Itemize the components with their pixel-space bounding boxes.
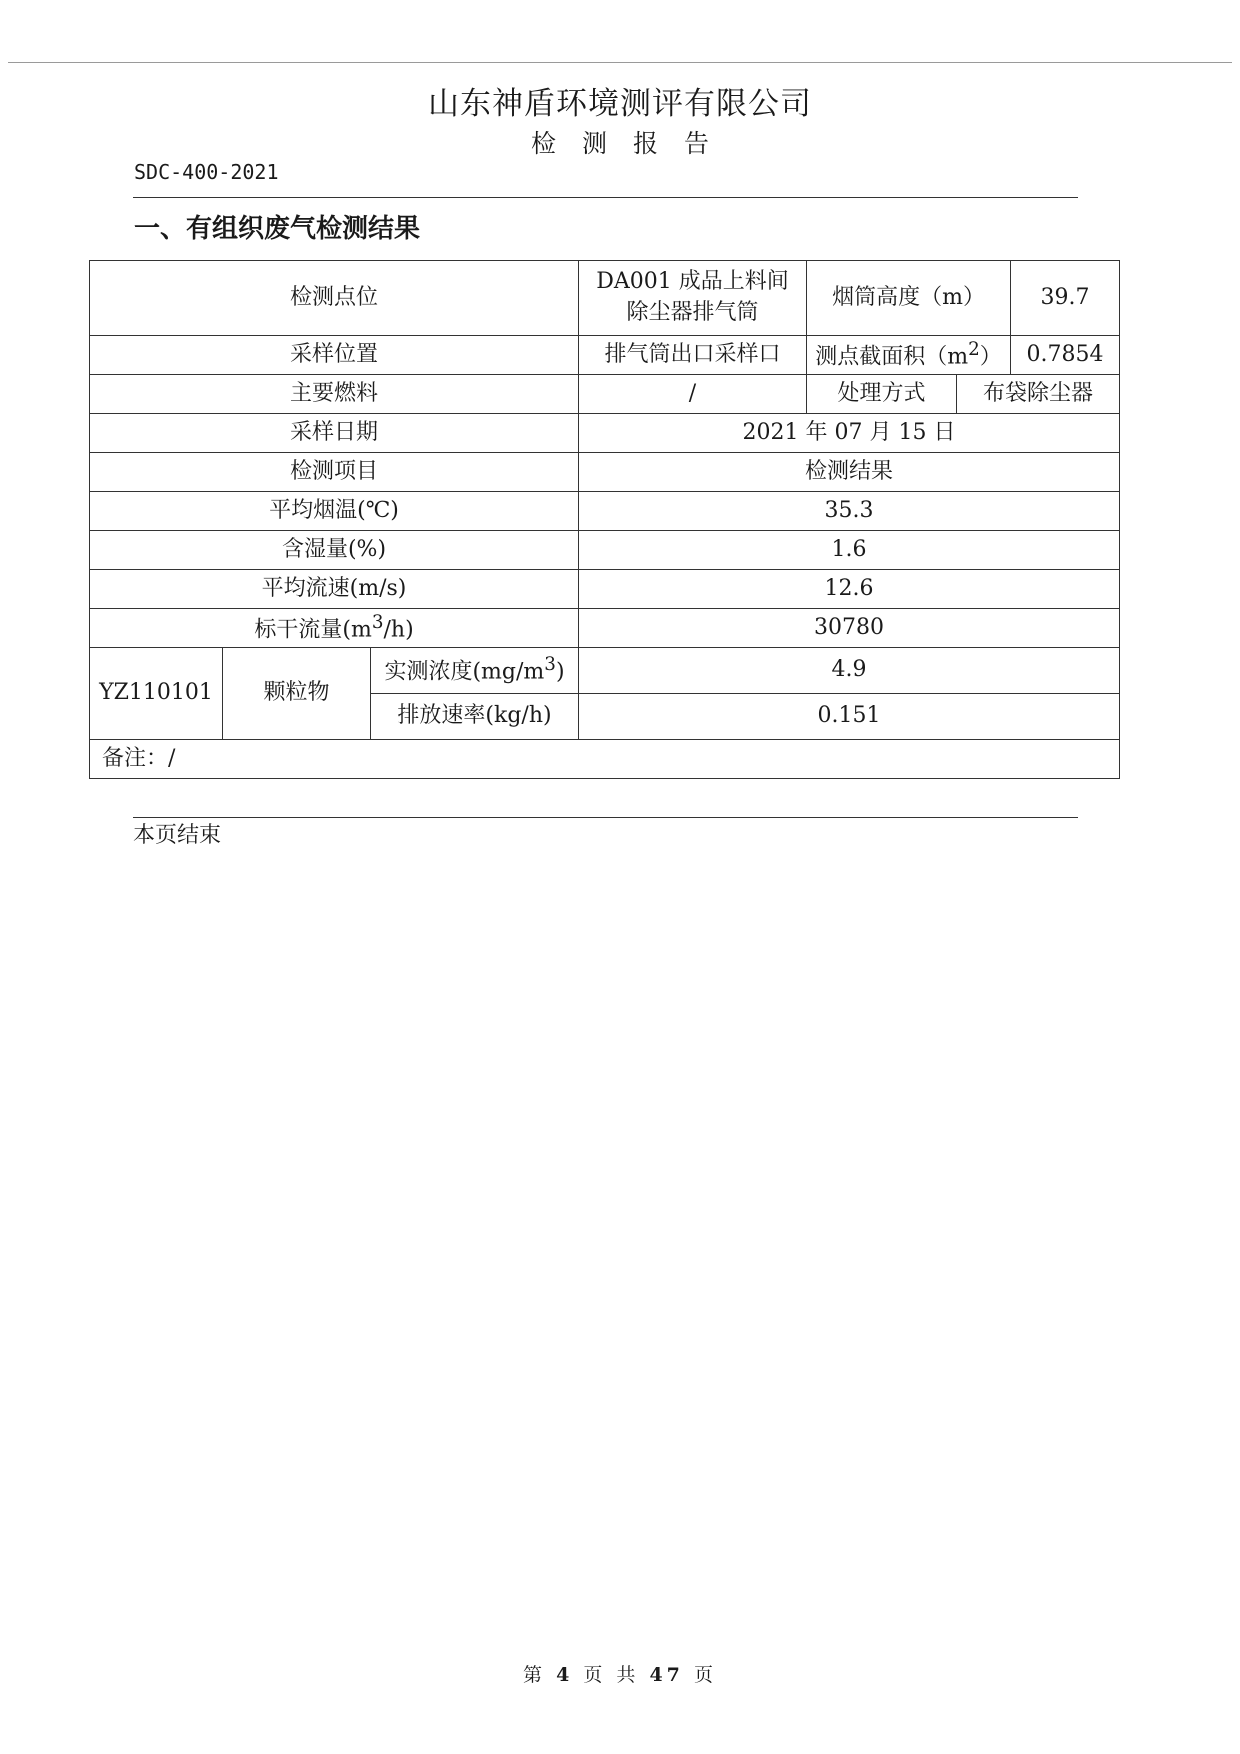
- rate-value: 0.151: [579, 694, 1120, 740]
- footer-suffix: 页: [693, 1664, 717, 1686]
- section-title: 一、有组织废气检测结果: [134, 214, 421, 244]
- header-rule: [133, 197, 1078, 198]
- area-label-sup: 2: [968, 338, 980, 360]
- footer-prefix: 第: [523, 1664, 547, 1686]
- area-label-text: 测点截面积（m: [815, 344, 969, 370]
- sampling-position-value: 排气筒出口采样口: [579, 336, 807, 375]
- flow-label-sup: 3: [371, 611, 384, 633]
- table-row: [90, 261, 1120, 336]
- area-label: [807, 336, 1011, 375]
- table-row: [90, 648, 1120, 694]
- page-footer: [0, 1660, 1240, 1687]
- stack-height-value: 39.7: [1011, 261, 1120, 336]
- conc-label-sup: 3: [544, 654, 556, 676]
- table-row: [90, 375, 1120, 414]
- table-row: [90, 609, 1120, 648]
- fuel-value: /: [579, 375, 807, 414]
- top-rule: [8, 62, 1232, 63]
- flow-label-end: /h): [383, 617, 414, 643]
- date-value: 2021 年 07 月 15 日: [579, 414, 1120, 453]
- sample-id: YZ110101: [90, 648, 223, 740]
- table-row: [90, 570, 1120, 609]
- point-value: [579, 261, 807, 336]
- conc-label-end: ): [555, 659, 565, 685]
- conc-label: [371, 648, 579, 694]
- fuel-label: 主要燃料: [90, 375, 579, 414]
- conc-label-text: 实测浓度(mg/m: [384, 659, 545, 685]
- humidity-label: 含湿量(%): [90, 531, 579, 570]
- table-row: [90, 453, 1120, 492]
- pollutant-name: 颗粒物: [223, 648, 371, 740]
- company-name: 山东神盾环境测评有限公司: [428, 86, 812, 122]
- treatment-label: 处理方式: [807, 375, 957, 414]
- conc-value: 4.9: [579, 648, 1120, 694]
- point-value-line1: DA001 成品上料间: [596, 269, 789, 295]
- result-header: 检测结果: [579, 453, 1120, 492]
- remarks: 备注：/: [90, 740, 1120, 779]
- page-end-text: 本页结束: [133, 823, 222, 848]
- document-number: SDC-400-2021: [134, 160, 279, 184]
- flow-value: 30780: [579, 609, 1120, 648]
- date-label: 采样日期: [90, 414, 579, 453]
- temp-label: 平均烟温(℃): [90, 492, 579, 531]
- footer-total-pages: 47: [649, 1664, 684, 1686]
- table-row: [90, 414, 1120, 453]
- area-value: 0.7854: [1011, 336, 1120, 375]
- area-label-end: ）: [979, 344, 1002, 370]
- table-row: [90, 740, 1120, 779]
- footer-middle: 页 共: [583, 1664, 640, 1686]
- temp-value: 35.3: [579, 492, 1120, 531]
- item-header: 检测项目: [90, 453, 579, 492]
- flow-label: [90, 609, 579, 648]
- sampling-position-label: 采样位置: [90, 336, 579, 375]
- stack-height-label: 烟筒高度（m）: [807, 261, 1011, 336]
- point-label: 检测点位: [90, 261, 579, 336]
- humidity-value: 1.6: [579, 531, 1120, 570]
- treatment-value: 布袋除尘器: [957, 375, 1120, 414]
- flow-label-text: 标干流量(m: [254, 617, 372, 643]
- report-title: 检测报告: [530, 129, 735, 158]
- footer-page-number: 4: [556, 1664, 574, 1686]
- velocity-value: 12.6: [579, 570, 1120, 609]
- exhaust-gas-result-table: [89, 260, 1120, 779]
- table-row: [90, 492, 1120, 531]
- end-rule: [133, 817, 1078, 818]
- table-row: [90, 336, 1120, 375]
- velocity-label: 平均流速(m/s): [90, 570, 579, 609]
- rate-label: 排放速率(kg/h): [371, 694, 579, 740]
- table-row: [90, 531, 1120, 570]
- point-value-line2: 除尘器排气筒: [626, 300, 759, 325]
